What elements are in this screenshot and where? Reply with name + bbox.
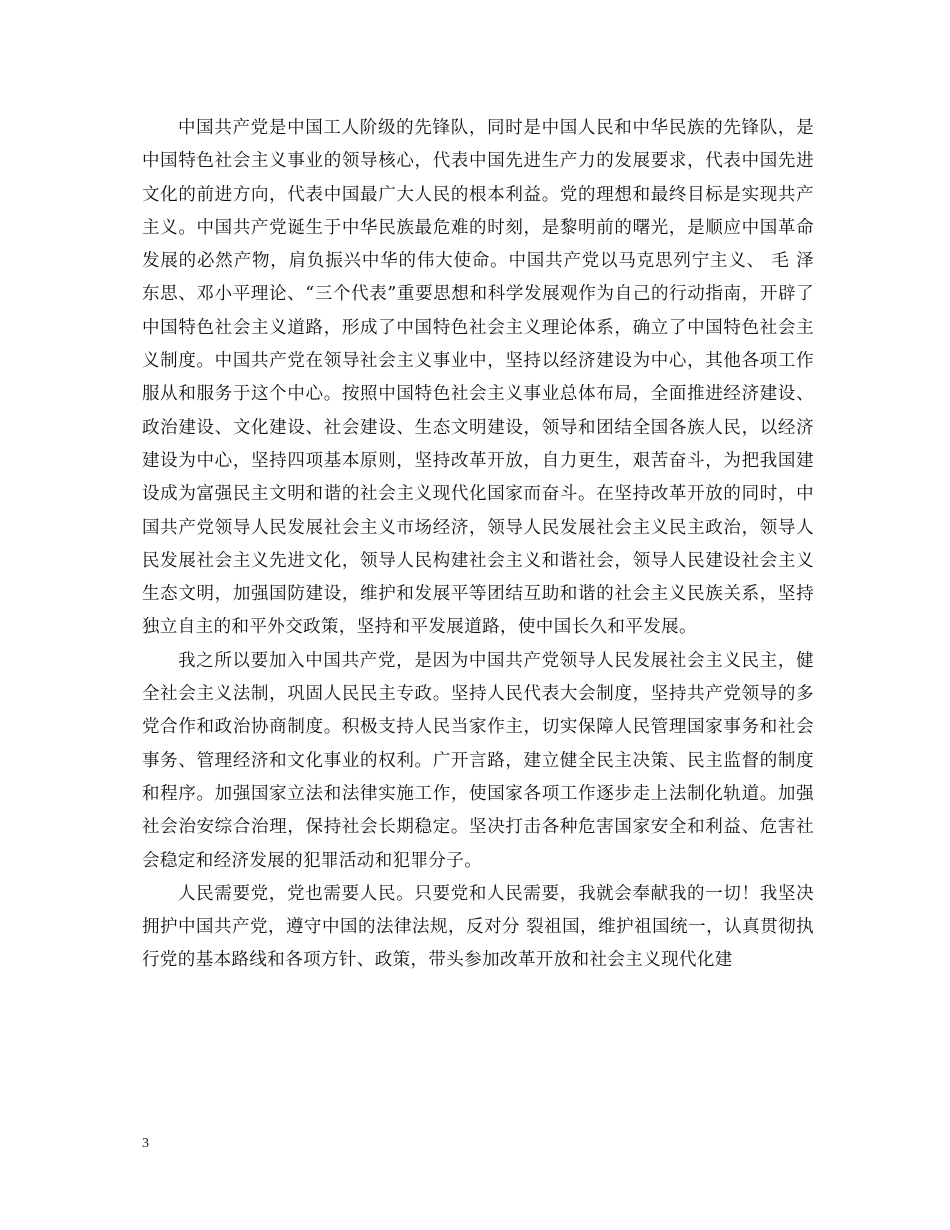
paragraph-1: 中国共产党是中国工人阶级的先锋队，同时是中国人民和中华民族的先锋队，是中国特色社会主义事业的领导核心，代表中国先进生产力的发展要求，代表中国先进文化的前进方向，代表中国最广大人民的根本利益。党的理想和最终目标是实现共产主义。中国共产党诞生于中华民族最危难的时刻，是黎明前的曙光，是顺应中国革命发展的必然产物，肩负振兴中华的伟大使命。中国共产党以马克思列宁主义、 毛 泽 东思、邓小平理论、“三个代表”重要思想和科学发展观作为自己的行动指南，开辟了中国特色社会主义道路，形成了中国特色社会主义理论体系，确立了中国特色社会主义制度。中国共产党在领导社会主义事业中，坚持以经济建设为中心，其他各项工作服从和服务于这个中心。按照中国特色社会主义事业总体布局，全面推进经济建设、政治建设、文化建设、社会建设、生态文明建设，领导和团结全国各族人民，以经济建设为中心，坚持四项基本原则，坚持改革开放，自力更生，艰苦奋斗，为把我国建设成为富强民主文明和谐的社会主义现代化国家而奋斗。在坚持改革开放的同时，中国共产党领导人民发展社会主义市场经济，领导人民发展社会主义民主政治，领导人民发展社会主义先进文化，领导人民构建社会主义和谐社会，领导人民建设社会主义生态文明，加强国防建设，维护和发展平等团结互助和谐的社会主义民族关系，坚持独立自主的和平外交政策，坚持和平发展道路，使中国长久和平发展。 (142, 118, 814, 638)
body-text (142, 112, 814, 978)
page-number: 3 (142, 1136, 149, 1151)
paragraph-2: 我之所以要加入中国共产党，是因为中国共产党领导人民发展社会主义民主，健全社会主义法制，巩固人民民主专政。坚持人民代表大会制度，坚持共产党领导的多党合作和政治协商制度。积极支持人民当家作主，切实保障人民管理国家事务和社会事务、管理经济和文化事业的权利。广开言路，建立健全民主决策、民主监督的制度和程序。加强国家立法和法律实施工作，使国家各项工作逐步走上法制化轨道。加强社会治安综合治理，保持社会长期稳定。坚决打击各种危害国家安全和利益、危害社会稳定和经济发展的犯罪活动和犯罪分子。 (142, 650, 814, 871)
paragraph-3: 人民需要党，党也需要人民。只要党和人民需要，我就会奉献我的一切！我坚决拥护中国共产党，遵守中国的法律法规，反对分 裂祖国，维护祖国统一，认真贯彻执行党的基本路线和各项方针、政策，带头参加改革开放和社会主义现代化建 (142, 883, 814, 971)
